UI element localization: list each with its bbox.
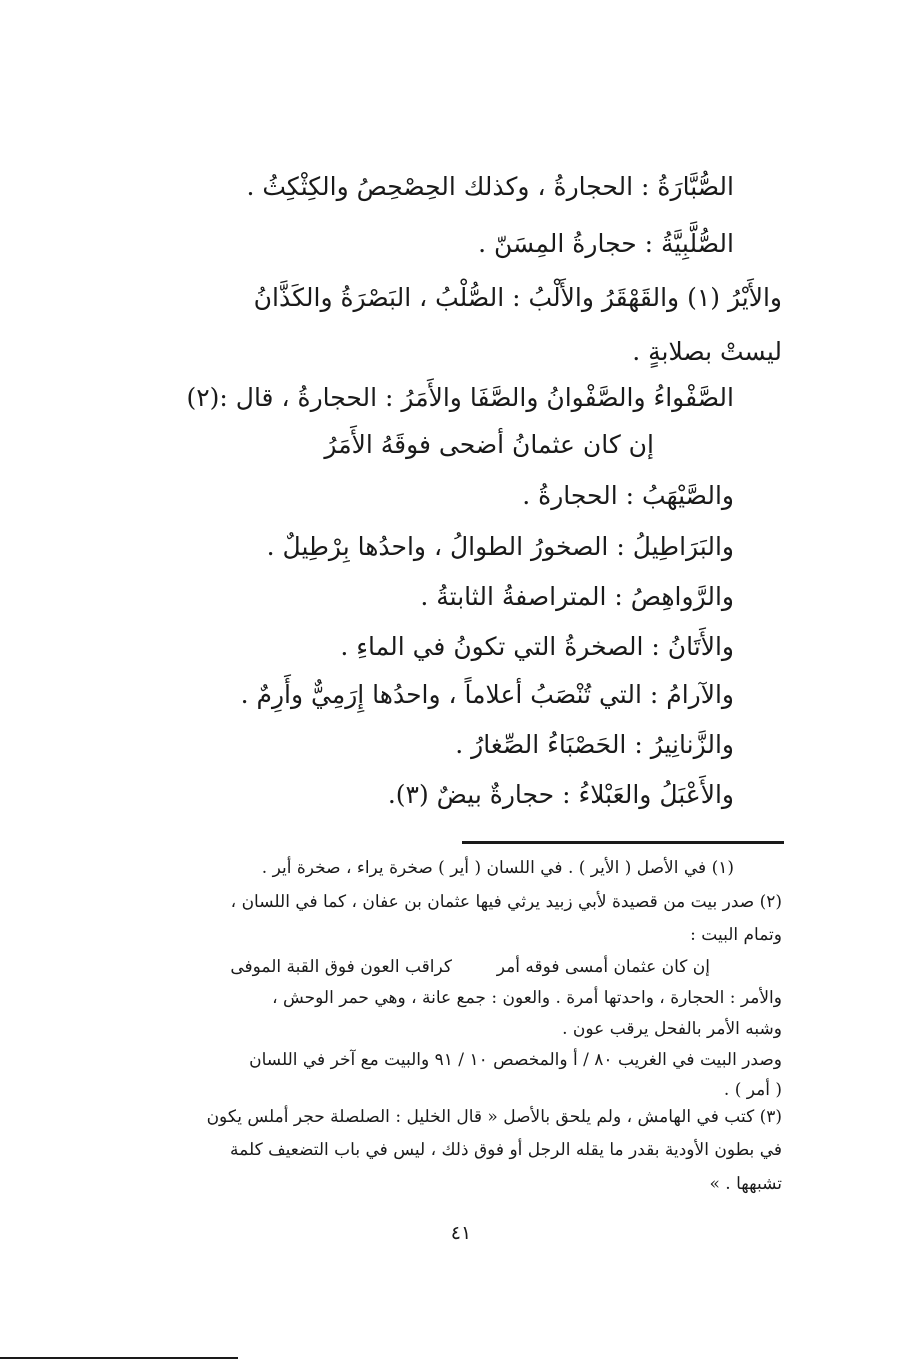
main-line-9: والرَّواهِصُ : المتراصفةُ الثابتةُ .: [420, 582, 734, 611]
main-line-10: والأَتَانُ : الصخرةُ التي تكونُ في الماءِ .: [340, 632, 734, 661]
footnote-3-line-3: تشبهها . »: [709, 1174, 782, 1194]
main-line-6-verse: إن كان عثمانُ أضحى فوقَهُ الأَمَرُ: [324, 430, 654, 459]
main-line-1: الصُّبَّارَةُ : الحجارةُ ، وكذلك الحِصْحِصُ والكِثْكِثُ .: [246, 172, 734, 201]
footnote-2-line-4: وشبه الأمر بالفحل يرقب عون .: [562, 1019, 782, 1039]
footnote-3-line-2: في بطون الأودية بقدر ما يقله الرجل أو فوق ذلك ، ليس في باب التضعيف كلمة: [230, 1140, 782, 1160]
main-line-3: والأَيْرُ (١) والقَهْقَرُ والأَلْبُ : الصُّلْبُ ، البَصْرَةُ والكَذَّانُ: [253, 283, 782, 312]
footnote-verse-first-half: إن كان عثمان أمسى فوقه أمر: [496, 957, 710, 977]
main-line-2: الصُّلَّبِيَّةُ : حجارةُ المِسَنّ .: [478, 229, 734, 258]
footnote-2-line-3: والأمر : الحجارة ، واحدتها أمرة . والعون : جمع عانة ، وهي حمر الوحش ،: [272, 988, 782, 1008]
footnote-2-line-2: وتمام البيت :: [690, 925, 782, 945]
scan-edge-line: [0, 1357, 238, 1359]
main-line-5: الصَّفْواءُ والصَّفْوانُ والصَّفَا والأَمَرُ : الحجارةُ ، قال :(٢): [186, 383, 734, 412]
main-line-13: والأَعْبَلُ والعَبْلاءُ : حجارةٌ بيضٌ (٣).: [387, 780, 734, 809]
main-line-4: ليستْ بصلابةٍ .: [632, 337, 782, 366]
footnote-separator: [462, 841, 784, 844]
main-line-7: والصَّيْهَبُ : الحجارةُ .: [522, 481, 734, 510]
footnote-2-line-1: (٢) صدر بيت من قصيدة لأبي زبيد يرثي فيها عثمان بن عفان ، كما في اللسان ،: [230, 892, 782, 912]
footnote-1: (١) في الأصل ( الأير ) . في اللسان ( أير ) صخرة يراء ، صخرة أير .: [261, 858, 734, 878]
footnote-3-line-1: (٣) كتب في الهامش ، ولم يلحق بالأصل « قال الخليل : الصلصلة حجر أملس يكون: [206, 1107, 782, 1127]
main-line-8: والبَرَاطِيلُ : الصخورُ الطوالُ ، واحدُها بِرْطِيلٌ .: [266, 532, 734, 561]
footnote-2-line-6: ( أمر ) .: [723, 1080, 782, 1100]
page-number: ٤١: [450, 1222, 472, 1244]
main-line-12: والزَّنانِيرُ : الحَصْبَاءُ الصِّغارُ .: [455, 730, 734, 759]
footnote-2-line-5: وصدر البيت في الغريب ٨٠ / أ والمخصص ١٠ / ٩١ والبيت مع آخر في اللسان: [249, 1050, 782, 1070]
footnote-verse-second-half: كراقب العون فوق القبة الموفى: [230, 957, 452, 977]
main-line-11: والآرامُ : التي تُنْصَبُ أعلاماً ، واحدُها إِرَمِيٌّ وأَرِمٌ .: [240, 680, 734, 709]
